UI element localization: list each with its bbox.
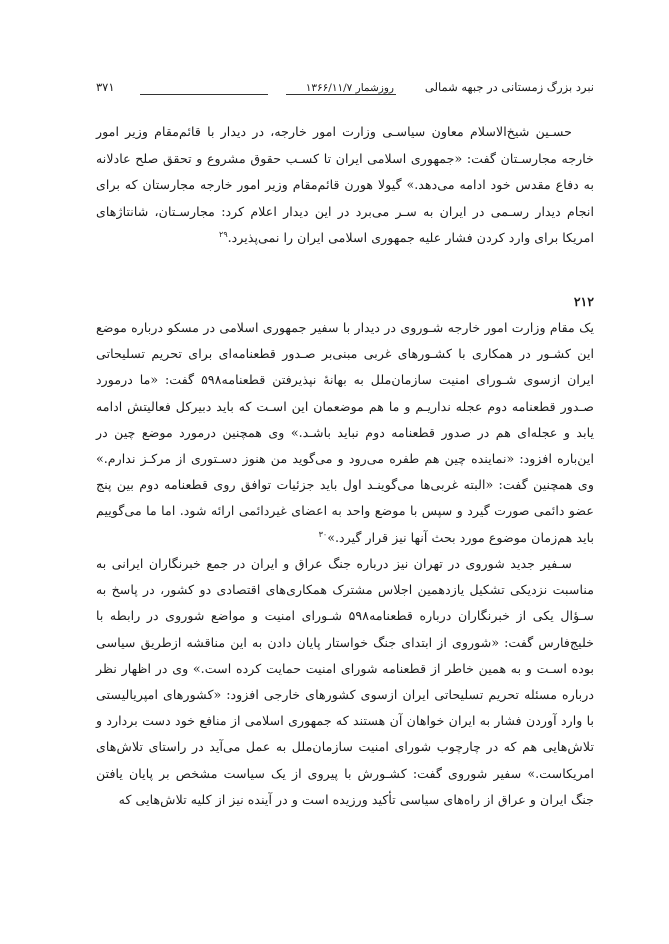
- header-rule-left-of-title: [286, 94, 396, 95]
- paragraph-2-text: یک مقام وزارت امور خارجه شـوروی در دیدار با سفیر جمهوری اسلامی در مسکو درباره موضع این کشـور در همکاری با کشـورهای غربی مبنی‌بر صـدور قطعنامه‌ای برای تحریم تسلیحاتی ایران ازسوی شـورای امنیت سازمان‌ملل به بهانهٔ نپذیرفتن قطعنامه۵۹۸ گفت: «ما درمورد صـدور قطعنامه دوم عجله نداریـم و ما هم موضعمان این اسـت که باید دبیرکل فعالیتش ادامه یابد و عجله‌ای هم در صدور قطعنامه دوم نباید باشـد.» وی همچنین درمورد موضع چین در این‌باره افزود: «نماینده چین هم طفره می‌رود و می‌گوید من هنوز دسـتوری از مرکـز ندارم.» وی همچنین گفت: «البته غربی‌ها می‌گوینـد اول باید جزئیات توافق روی قطعنامه دوم بین پنج عضو دائمی صورت گیرد و سپس با موضع واحد به اعضای غیردائمی ارائه شود. اما ما می‌گوییم باید هم‌زمان موضوع مورد بحث آنها نیز قرار گیرد.»: [96, 320, 594, 545]
- paragraph-2: [96, 315, 594, 551]
- paragraph-1-text: حسـین شیخ‌الاسلام معاون سیاسـی وزارت امور خارجه، در دیدار با قائم‌مقام وزیر امور خارجه مجارسـتان گفت: «جمهوری اسلامی ایران تا کسـب حقوق مشروع و تحقق صلح عادلانه به دفاع مقدس خود ادامه می‌دهد.» گیولا هورن قائم‌مقام وزیر امور خارجه مجارستان که برای انجام دیدار رسـمی در ایران به سـر می‌برد در این دیدار اعلام کرد: مجارسـتان، شانتاژهای امریکا برای وارد کردن فشار علیه جمهوری اسلامی ایران را نمی‌پذیرد.: [96, 124, 594, 245]
- footnote-marker-29: ۲۹: [219, 229, 228, 239]
- header-date: روزشمار ۱۳۶۶/۱۱/۷: [305, 82, 394, 94]
- chapter-title: نبرد بزرگ زمستانی در جبهه شمالی: [424, 80, 594, 94]
- footnote-marker-30: ۳۰: [318, 529, 328, 539]
- running-header: [96, 80, 594, 102]
- paragraph-3-text: سـفیر جدید شوروی در تهران نیز درباره جنگ عراق و ایران در جمع خبرنگاران ایرانی به مناسبت نزدیکی تشکیل یازدهمین اجلاس مشترک همکاری‌های اقتصادی دو کشور، در پاسخ به سـؤال یکی از خبرنگاران درباره قطعنامه۵۹۸ شـورای امنیت و مواضع شوروی در رابطه با خلیج‌فارس گفت: «شوروی از ابتدای جنگ خواستار پایان دادن به این مناقشه ازطریق سیاسی بوده اسـت و به همین خاطر از قطعنامه شورای امنیت حمایت کرده است.» وی در اظهار نظر درباره مسئله تحریم تسلیحاتی ایران ازسوی کشورهای خارجی افزود: «کشورهای امپریالیستی با وارد آوردن فشار به ایران خواهان آن هستند که جمهوری اسلامی از منافع خود دست بردارد و تلاش‌هایی هم که در چارچوب شورای امنیت سازمان‌ملل به عمل می‌آید در راستای تلاش‌های امریکاست.» سفیر شوروی گفت: کشـورش با پیروی از یک سیاست مشخص بر پایان یافتن جنگ ایران و عراق از راه‌های سیاسی تأکید ورزیده است و در آینده نیز از کلیه تلاش‌هایی که: [96, 556, 594, 807]
- paragraph-3: [96, 551, 594, 813]
- page-number: ۳۷۱: [96, 80, 115, 94]
- section-number: ۲۱۲: [573, 294, 594, 309]
- header-rule-left-of-date: [140, 94, 268, 95]
- paragraph-1: [96, 119, 594, 252]
